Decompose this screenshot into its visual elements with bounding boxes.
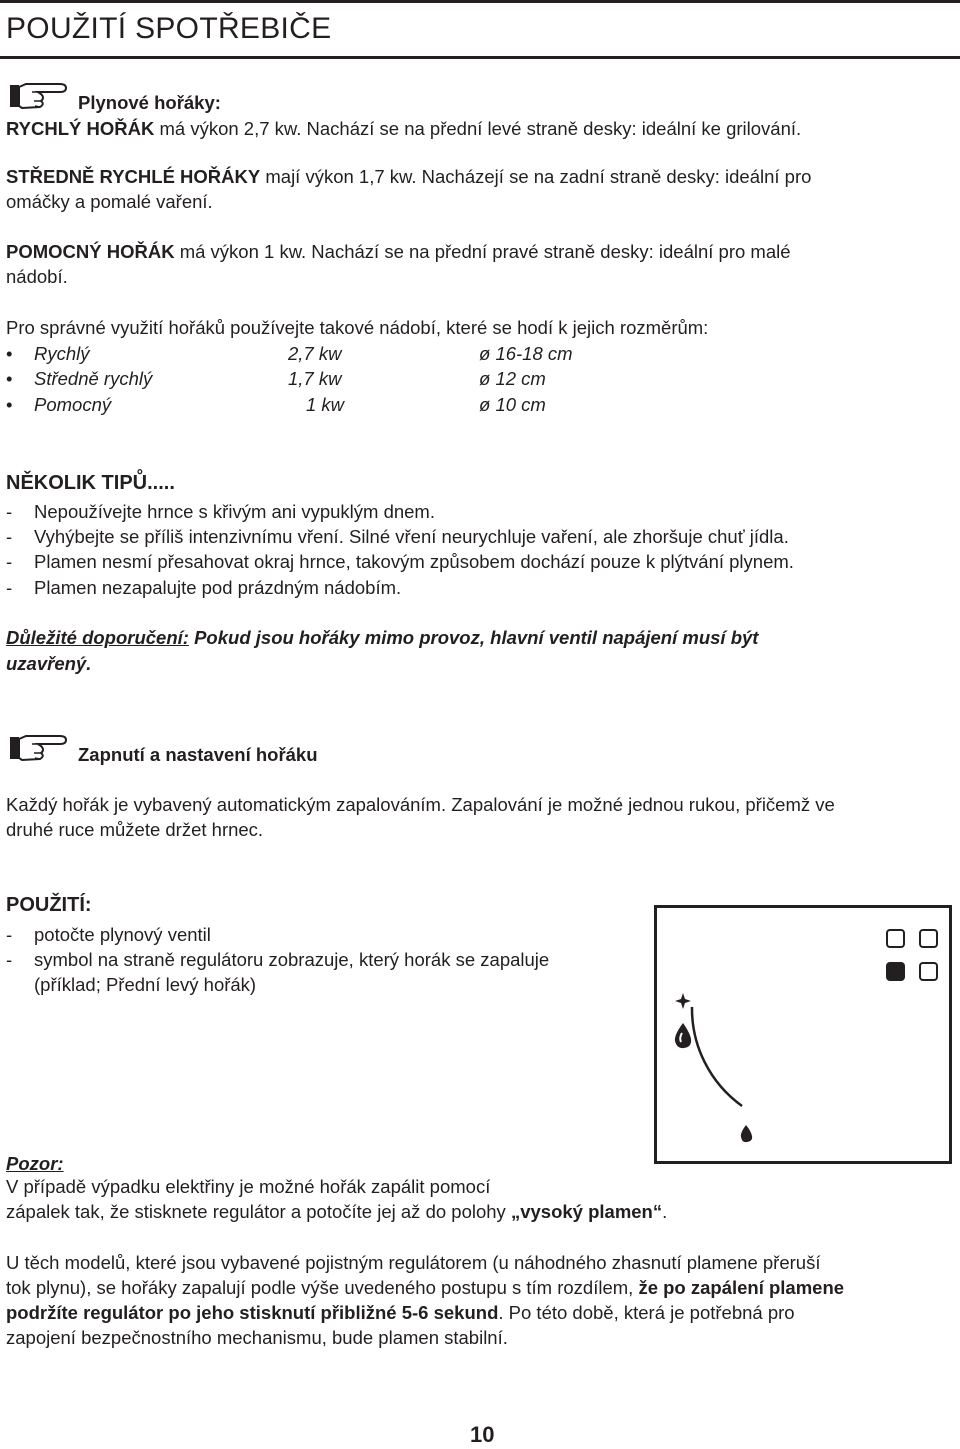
semi-rapid-label: STŘEDNĚ RYCHLÉ HOŘÁKY — [6, 166, 261, 187]
pan-name: Středně rychlý — [34, 368, 153, 389]
semi-rapid-text: mají výkon 1,7 kw. Nacházejí se na zadní straně desky: ideální pro — [260, 166, 812, 187]
safety-line-1: U těch modelů, které jsou vybavené pojistným regulátorem (u náhodného zhasnutí plamene přeruší — [6, 1252, 821, 1273]
list-item: - potočte plynový ventil — [6, 924, 211, 945]
semi-rapid-line-2: omáčky a pomalé vaření. — [6, 191, 213, 212]
rapid-burner-text: má výkon 2,7 kw. Nachází se na přední levé straně desky: ideální ke grilování. — [154, 118, 802, 139]
pan-name: Rychlý — [34, 343, 90, 364]
pan-power: 1 kw — [306, 394, 345, 415]
caution-line-2: zápalek tak, že stisknete regulátor a potočíte jej až do polohy „vysoký plamen“. — [6, 1201, 668, 1222]
pointing-hand-icon — [8, 728, 70, 768]
high-flame-position: „vysoký plamen“ — [510, 1201, 663, 1222]
list-item: - Plamen nezapalujte pod prázdným nádobím. — [6, 577, 402, 598]
pan-diameter: ø 12 cm — [479, 368, 546, 389]
aux-burner-label: POMOCNÝ HOŘÁK — [6, 241, 175, 262]
list-item: - Nepoužívejte hrnce s křivým ani vypuklým dnem. — [6, 501, 435, 522]
caution-label: Pozor: — [6, 1153, 64, 1174]
tips-heading: NĚKOLIK TIPŮ..... — [6, 472, 175, 494]
safety-line-2: tok plynu), se hořáky zapalují podle výše uvedeného postupu s tím rozdílem, že po zapálení plamene — [6, 1277, 845, 1298]
pan-power: 2,7 kw — [288, 343, 342, 364]
title-rule — [0, 56, 960, 59]
top-rule — [0, 0, 960, 3]
usage-heading: POUŽITÍ: — [6, 894, 92, 916]
list-item: - Plamen nesmí přesahovat okraj hrnce, takovým způsobem dochází pouze k plýtvání plynem. — [6, 551, 794, 572]
list-item: - symbol na straně regulátoru zobrazuje, který horák se zapaluje — [6, 949, 550, 970]
important-note-label: Důležité doporučení: — [6, 627, 189, 648]
ignition-text-line-2: druhé ruce můžete držet hrnec. — [6, 819, 264, 840]
burner-indicator-front-left-active — [887, 963, 904, 980]
gas-burners-heading: Plynové hořáky: — [78, 92, 221, 113]
important-note-line-2: uzavřený. — [6, 653, 92, 674]
safety-line-4: zapojení bezpečnostního mechanismu, bude plamen stabilní. — [6, 1327, 508, 1348]
rapid-burner-label: RYCHLÝ HOŘÁK — [6, 118, 155, 139]
pan-diameter: ø 10 cm — [479, 394, 546, 415]
pan-diameter: ø 16-18 cm — [479, 343, 573, 364]
ignition-text-line-1: Každý hořák je vybavený automatickým zapalováním. Zapalování je možné jednou rukou, přičemž ve — [6, 794, 835, 815]
table-row: • Rychlý — [6, 343, 90, 364]
table-row: • Středně rychlý — [6, 368, 153, 389]
aux-burner-line-2: nádobí. — [6, 266, 68, 287]
aux-burner-line-1 — [6, 239, 791, 265]
rapid-burner-line — [6, 116, 801, 142]
important-note-line-1: Důležité doporučení: Pokud jsou hořáky mimo provoz, hlavní ventil napájení musí být — [6, 627, 759, 648]
semi-rapid-line-1 — [6, 164, 811, 190]
usage-example: (příklad; Přední levý hořák) — [34, 974, 257, 995]
table-row: • Pomocný — [6, 394, 112, 415]
pan-power: 1,7 kw — [288, 368, 342, 389]
list-item: - Vyhýbejte se příliš intenzivnímu vření. Silné vření neurychluje vaření, ale zhoršuje chuť jídla. — [6, 526, 789, 547]
aux-burner-text: má výkon 1 kw. Nachází se na přední pravé straně desky: ideální pro malé — [174, 241, 791, 262]
ignition-heading: Zapnutí a nastavení hořáku — [78, 744, 318, 765]
diagram-frame — [656, 907, 951, 1163]
pans-intro: Pro správné využití hořáků používejte takové nádobí, které se hodí k jejich rozměrům: — [6, 317, 709, 338]
pointing-hand-icon — [8, 76, 70, 116]
page-title: POUŽITÍ SPOTŘEBIČE — [6, 12, 332, 45]
pan-name: Pomocný — [34, 394, 112, 415]
burner-knob-diagram — [654, 905, 954, 1165]
safety-line-3: podržíte regulátor po jeho stisknutí přibližné 5-6 sekund. Po této době, která je potřebná pro — [6, 1302, 795, 1323]
page-number: 10 — [470, 1422, 495, 1447]
caution-line-1: V případě výpadku elektřiny je možné hořák zapálit pomocí — [6, 1176, 491, 1197]
